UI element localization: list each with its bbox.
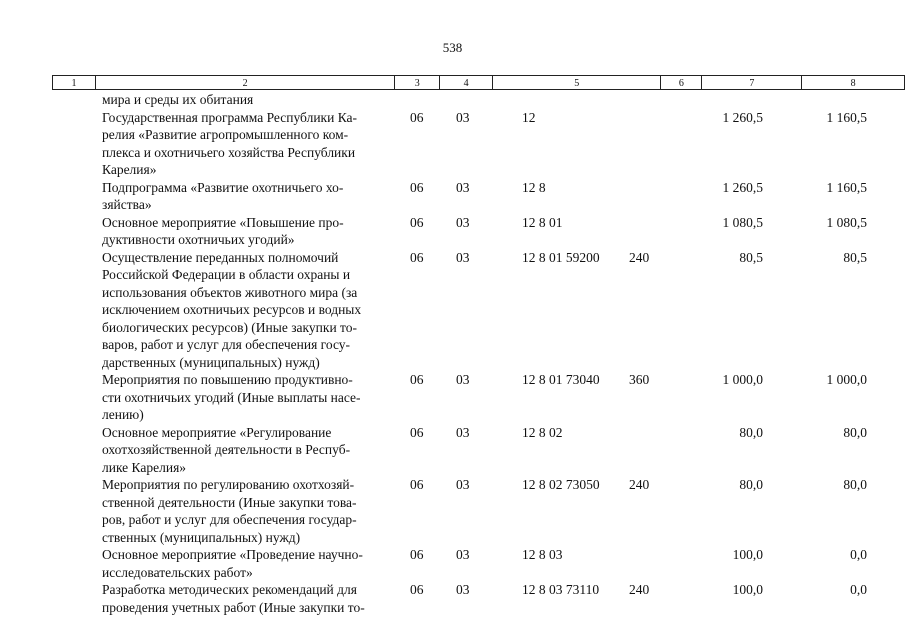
- subsection-code: 03: [456, 547, 470, 562]
- amount-year-1: 1 080,5: [722, 214, 763, 230]
- amount-year-2: 1 000,0: [826, 372, 867, 387]
- header-col-1: 1: [53, 76, 96, 90]
- section-code: 06: [410, 109, 424, 125]
- target-article-code: 12 8 01: [522, 214, 563, 230]
- description-line: дуктивности охотничьих угодий»: [102, 232, 295, 247]
- table-row: [0, 371, 905, 424]
- description-line: Основное мероприятие «Повышение про-: [102, 214, 344, 230]
- header-col-6: 6: [661, 76, 702, 90]
- table-row: [0, 546, 905, 581]
- row-description: [102, 424, 402, 477]
- row-description: [102, 371, 402, 424]
- description-line: проведения учетных работ (Иные закупки то-: [102, 599, 365, 615]
- target-article-code: 12 8 02: [522, 424, 563, 440]
- amount-year-1: 1 260,5: [722, 109, 763, 125]
- table-row: [0, 214, 905, 249]
- section-code: 06: [410, 424, 424, 440]
- table-row: [0, 476, 905, 546]
- table-row: [0, 91, 905, 109]
- subsection-code: 03: [456, 214, 470, 230]
- budget-table-body: [0, 91, 905, 616]
- description-line: ров, работ и услуг для обеспечения государ-: [102, 512, 357, 527]
- section-code: 06: [410, 249, 424, 265]
- row-description: [102, 109, 402, 179]
- target-article-code: 12 8 02 73050: [522, 477, 600, 492]
- amount-year-1: 80,0: [739, 477, 763, 492]
- table-row: [0, 581, 905, 616]
- row-description: [102, 476, 402, 546]
- description-line: сти охотничьих угодий (Иные выплаты насе-: [102, 389, 361, 405]
- row-description: [102, 249, 402, 372]
- header-col-7: 7: [702, 76, 802, 90]
- description-line: Основное мероприятие «Регулирование: [102, 424, 332, 440]
- description-line: дарственных (муниципальных) нужд): [102, 354, 320, 370]
- amount-year-2: 80,0: [843, 477, 867, 492]
- amount-year-1: 1 260,5: [722, 179, 763, 195]
- amount-year-2: 1 160,5: [826, 179, 867, 195]
- description-line: плекса и охотничьего хозяйства Республики: [102, 144, 356, 160]
- table-row: [0, 424, 905, 477]
- description-line: Мероприятия по регулированию охотхозяй-: [102, 477, 355, 492]
- description-line: варов, работ и услуг для обеспечения госу-: [102, 337, 351, 352]
- description-line: мира и среды их обитания: [102, 92, 254, 107]
- target-article-code: 12 8 01 59200: [522, 249, 600, 265]
- section-code: 06: [410, 582, 424, 597]
- subsection-code: 03: [456, 109, 470, 125]
- subsection-code: 03: [456, 179, 470, 195]
- section-code: 06: [410, 547, 424, 562]
- target-article-code: 12 8: [522, 179, 546, 195]
- row-description: [102, 214, 402, 249]
- amount-year-2: 80,5: [843, 249, 867, 265]
- subsection-code: 03: [456, 372, 470, 387]
- description-line: биологических ресурсов) (Иные закупки то-: [102, 319, 358, 335]
- row-description: [102, 91, 402, 109]
- amount-year-1: 1 000,0: [722, 372, 763, 387]
- expense-type-code: 240: [629, 582, 650, 597]
- amount-year-2: 0,0: [850, 582, 867, 597]
- section-code: 06: [410, 372, 424, 387]
- header-col-2: 2: [96, 76, 395, 90]
- description-line: релия «Развитие агропромышленного ком-: [102, 127, 349, 142]
- section-code: 06: [410, 179, 424, 195]
- amount-year-1: 80,0: [739, 424, 763, 440]
- description-line: Российской Федерации в области охраны и: [102, 267, 351, 282]
- subsection-code: 03: [456, 424, 470, 440]
- subsection-code: 03: [456, 477, 470, 492]
- expense-type-code: 240: [629, 249, 650, 265]
- description-line: исключением охотничьих ресурсов и водных: [102, 302, 362, 317]
- description-line: Государственная программа Республики Ка-: [102, 109, 358, 125]
- description-line: Подпрограмма «Развитие охотничьего хо-: [102, 179, 344, 195]
- amount-year-2: 0,0: [850, 547, 867, 562]
- amount-year-1: 80,5: [739, 249, 763, 265]
- description-line: охотхозяйственной деятельности в Респуб-: [102, 442, 351, 457]
- target-article-code: 12 8 03 73110: [522, 582, 600, 597]
- amount-year-2: 80,0: [843, 424, 867, 440]
- header-col-4: 4: [440, 76, 493, 90]
- target-article-code: 12 8 03: [522, 547, 563, 562]
- description-line: зяйства»: [102, 197, 152, 212]
- table-row: [0, 249, 905, 372]
- description-line: Карелия»: [102, 162, 157, 177]
- target-article-code: 12 8 01 73040: [522, 372, 600, 387]
- header-col-3: 3: [395, 76, 440, 90]
- expense-type-code: 360: [629, 372, 650, 387]
- description-line: Осуществление переданных полномочий: [102, 249, 339, 265]
- expense-type-code: 240: [629, 477, 650, 492]
- amount-year-2: 1 160,5: [826, 109, 867, 125]
- description-line: использования объектов животного мира (за: [102, 284, 358, 300]
- column-number-header: [52, 75, 905, 90]
- row-description: [102, 581, 402, 616]
- table-row: [0, 109, 905, 179]
- description-line: Основное мероприятие «Проведение научно-: [102, 547, 363, 562]
- description-line: ственной деятельности (Иные закупки това-: [102, 494, 357, 510]
- section-code: 06: [410, 214, 424, 230]
- section-code: 06: [410, 477, 424, 492]
- row-description: [102, 179, 402, 214]
- page-number: 538: [442, 40, 463, 55]
- subsection-code: 03: [456, 249, 470, 265]
- row-description: [102, 546, 402, 581]
- description-line: Мероприятия по повышению продуктивно-: [102, 372, 353, 387]
- description-line: исследовательских работ»: [102, 564, 253, 580]
- table-row: [0, 179, 905, 214]
- header-col-5: 5: [493, 76, 661, 90]
- amount-year-1: 100,0: [732, 547, 763, 562]
- description-line: Разработка методических рекомендаций для: [102, 582, 357, 597]
- description-line: лению): [102, 407, 144, 422]
- subsection-code: 03: [456, 582, 470, 597]
- target-article-code: 12: [522, 109, 536, 125]
- description-line: лике Карелия»: [102, 459, 187, 475]
- description-line: ственных (муниципальных) нужд): [102, 529, 301, 545]
- amount-year-1: 100,0: [732, 582, 763, 597]
- amount-year-2: 1 080,5: [826, 214, 867, 230]
- header-col-8: 8: [802, 76, 905, 90]
